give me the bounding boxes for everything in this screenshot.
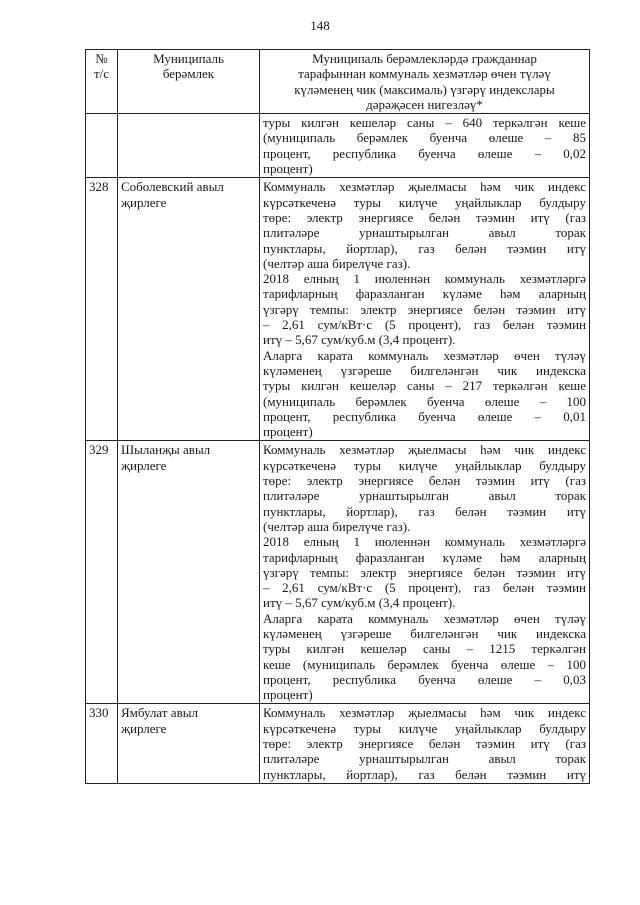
header-text: т/с (93, 66, 110, 82)
table-row (86, 178, 590, 441)
header-text: дәрәҗәсен нигезләү* (366, 96, 483, 112)
header-text: берәмлек (162, 66, 215, 82)
text-line: үзгәрү темпы: электр энергиясе белән тәэмин итү (263, 301, 586, 317)
text-line: (челтәр аша бирелүче газ). (263, 255, 411, 271)
text-line: процент, республика буенча өлеше – 0,01 (263, 408, 586, 424)
text-line: процент) (263, 161, 313, 177)
text-line: туры килгән кешеләр саны – 1215 теркәлгән (263, 641, 586, 657)
text-line: 2018 елның 1 июленнән коммуналь хезмәтләргә (263, 271, 586, 287)
text-line: (челтәр аша бирелүче газ). (263, 518, 411, 534)
header-text: күләменең чик (максималь) үзгәрү индекслары (294, 81, 555, 97)
text-line: туры килгән кешеләр саны – 640 теркәлгән кеше (263, 115, 586, 131)
text-line: процент, республика буенча өлеше – 0,03 (263, 671, 586, 687)
text-line: Коммуналь хезмәтләр җыелмасы һәм чик индекс (263, 705, 586, 721)
text-line: пунктлары, йортлар), газ белән тәэмин итү (263, 766, 586, 782)
table-row (86, 704, 590, 783)
table-row (86, 441, 590, 704)
text-line: – 2,61 сум/кВт·с (5 процент), газ белән тәэмин (263, 317, 586, 333)
text-line: төре: электр энергиясе белән тәэмин итү (газ (263, 736, 586, 752)
text-line: пунктлары, йортлар), газ белән тәэмин итү (263, 240, 586, 256)
text-line: Аларга карата коммуналь хезмәтләр өчен түләү (263, 610, 586, 626)
header-municipality-cell (118, 50, 260, 114)
tariff-index-table (85, 49, 590, 784)
text-line: (муниципаль берәмлек буенча өлеше – 100 (263, 393, 586, 409)
header-number-cell (86, 50, 118, 114)
text-line: Коммуналь хезмәтләр җыелмасы һәм чик индекс (263, 179, 586, 195)
row-municipality-cell (118, 178, 260, 441)
text-line: плитәләре урнаштырылган авыл торак (263, 225, 586, 241)
municipality-name-line: Соболевский авыл (121, 179, 224, 195)
text-line: процент) (263, 424, 313, 440)
row-justification-cell (260, 704, 590, 783)
municipality-name-line: Ямбулат авыл (121, 705, 198, 721)
text-line: итү – 5,67 сум/куб.м (3,4 процент). (263, 595, 456, 611)
text-line: кеше (муниципаль берәмлек буенча өлеше – 100 (263, 656, 586, 672)
row-municipality-cell (118, 114, 260, 178)
text-line: туры килгән кешеләр саны – 217 теркәлгән кеше (263, 378, 586, 394)
text-line: процент) (263, 687, 313, 703)
text-line: Коммуналь хезмәтләр җыелмасы һәм чик индекс (263, 442, 586, 458)
page-number: 148 (310, 18, 330, 33)
table-row-continued (86, 114, 590, 178)
text-line: – 2,61 сум/кВт·с (5 процент), газ белән тәэмин (263, 580, 586, 596)
text-line: күләменең үзгәреше билгеләнгән чик индекска (263, 362, 586, 378)
text-line: итү – 5,67 сум/куб.м (3,4 процент). (263, 332, 456, 348)
row-number-cell: 329 (86, 441, 118, 704)
municipality-name-line: җирлеге (121, 720, 167, 736)
row-number-cell: 330 (86, 704, 118, 783)
table-header-row (86, 50, 590, 114)
header-text: Муниципаль (153, 51, 224, 66)
text-line: күләменең үзгәреше билгеләнгән чик индекска (263, 625, 586, 641)
text-line: (муниципаль берәмлек буенча өлеше – 85 (263, 130, 586, 146)
text-line: тарифларның фаразланган күләме һәм аларның (263, 286, 586, 302)
text-line: 2018 елның 1 июленнән коммуналь хезмәтләргә (263, 534, 586, 550)
text-line: Аларга карата коммуналь хезмәтләр өчен түләү (263, 347, 586, 363)
text-line: төре: электр энергиясе белән тәэмин итү (газ (263, 473, 586, 489)
row-municipality-cell (118, 441, 260, 704)
text-line: пунктлары, йортлар), газ белән тәэмин итү (263, 503, 586, 519)
text-line: плитәләре урнаштырылган авыл торак (263, 751, 586, 767)
row-justification-cell (260, 114, 590, 178)
row-justification-cell (260, 178, 590, 441)
header-text: № (95, 51, 108, 66)
text-line: процент, республика буенча өлеше – 0,02 (263, 145, 586, 161)
row-municipality-cell (118, 704, 260, 783)
row-number-cell: 328 (86, 178, 118, 441)
text-line: күрсәткеченә туры килүче уңайлыклар булдыру (263, 457, 586, 473)
header-text: тарафыннан коммуналь хезмәтләр өчен түләү (298, 66, 551, 82)
row-number-cell (86, 114, 118, 178)
text-line: төре: электр энергиясе белән тәэмин итү (газ (263, 209, 586, 225)
row-justification-cell (260, 441, 590, 704)
municipality-name-line: җирлеге (121, 457, 167, 473)
header-text: Муниципаль берәмлекләрдә гражданнар (312, 51, 537, 66)
text-line: тарифларның фаразланган күләме һәм аларның (263, 549, 586, 565)
text-line: үзгәрү темпы: электр энергиясе белән тәэмин итү (263, 564, 586, 580)
text-line: күрсәткеченә туры килүче уңайлыклар булдыру (263, 194, 586, 210)
text-line: плитәләре урнаштырылган авыл торак (263, 488, 586, 504)
header-justification-cell (260, 50, 590, 114)
municipality-name-line: җирлеге (121, 194, 167, 210)
municipality-name-line: Шыланҗы авыл (121, 442, 211, 458)
text-line: күрсәткеченә туры килүче уңайлыклар булдыру (263, 720, 586, 736)
